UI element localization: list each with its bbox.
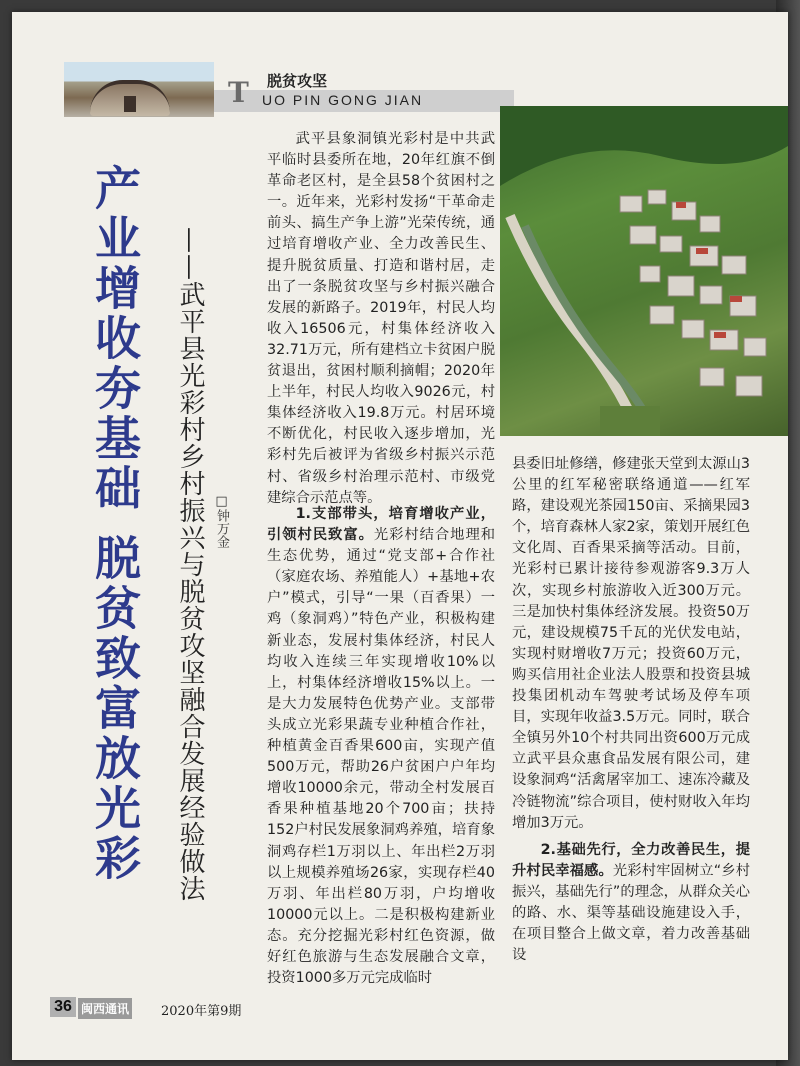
section-pinyin: UO PIN GONG JIAN xyxy=(262,92,424,108)
article-title-line1: 产业增收夯基础 xyxy=(88,164,142,514)
section1-continued: 县委旧址修缮，修建张天堂到太源山3公里的红军秘密联络通道——红军路，建设观光茶园150亩、采摘果园3个，培育森林人家2家，策划开展红色文化周、百香果采摘等活动。目前，光彩村已累计接待参观游客9.3万人次，实现乡村旅游收入近300万元。三是加快村集体经济发展。投资50万元，建设规模75千瓦的光伏发电站，实现村财增收7万元；投资60万元，购买信用社企业法人股票和投资县城投集团机动车驾驶考试场及停车项目，实现年收益3.5万元。同时，联合全镇另外10个村共同出资600万元成立武平县众惠食品发展有限公司，建设象洞鸡“活禽屠宰加工、速冻冷藏及冷链物流”综合项目，使村财收入年均增加3万元。 xyxy=(512,456,750,831)
section-label: 脱贫攻坚 xyxy=(267,72,328,90)
body-column-left-top xyxy=(267,129,495,509)
body-column-left-bottom xyxy=(267,504,495,989)
section2-heading: 2.基础先行，全力改善民生，提升村民幸福感。 xyxy=(512,841,750,879)
section1-text: 光彩村结合地理和生态优势，通过“党支部+合作社（家庭农场、养殖能人）+基地+农户”模式，引导“一果（百香果）一鸡（象洞鸡）”特色产业，积极构建新业态，发展村集体经济，村民人均收入连续三年实现增收10%以上，村集体经济增收15%以上。一是大力发展特色优势产业。支部带头成立光彩果蔬专业种植合作社，种植黄金百香果600亩，实现产值500万元，帮助26户贫困户户年均增收10000余元，带动全村发展百香果种植基地20个700亩；扶持152户村民发展象洞鸡养殖，培育象洞鸡存栏1万羽以上、年出栏2万羽以上规模养殖场26家，实现存栏40万羽、年出栏80万羽，户均增收10000元以上。二是积极构建新业态。充分挖掘光彩村红色资源，做好红色旅游与生态发展融合文章，投资1000多万元完成临时 xyxy=(267,527,496,987)
body-column-right xyxy=(512,454,750,966)
section1-heading: 1.支部带头，培育增收产业，引领村民致富。 xyxy=(267,506,495,544)
issue-label: 2020年第9期 xyxy=(161,1004,242,1019)
magazine-logo: 闽西通讯 xyxy=(78,998,132,1019)
section2-text: 光彩村牢固树立“乡村振兴，基础先行”的理念，从群众关心的路、水、渠等基础设施建设入手，在项目整合上做文章，着力改善基础设 xyxy=(512,862,751,964)
header-initial: T xyxy=(228,76,249,109)
village-aerial-photo xyxy=(500,106,788,436)
article-subtitle: ——武平县光彩村乡村振兴与脱贫攻坚融合发展经验做法 xyxy=(175,227,205,902)
magazine-page xyxy=(12,12,788,1060)
village-illustration xyxy=(500,106,788,436)
tulou-door xyxy=(124,96,136,112)
section1-paragraph xyxy=(267,504,495,989)
header-tulou-image xyxy=(64,62,214,117)
page-number: 36 xyxy=(50,997,76,1017)
article-title-line2: 脱贫致富放光彩 xyxy=(88,534,142,884)
section2-paragraph xyxy=(512,840,750,967)
intro-paragraph: 武平县象洞镇光彩村是中共武平临时县委所在地，20年红旗不倒革命老区村，是全县58个贫困村之一。近年来，光彩村发扬“干革命走前头、搞生产争上游”光荣传统，通过培育增收产业、全力改善民生、提升脱贫质量、打造和谐村居，走出了一条脱贫攻坚与乡村振兴融合发展的新路子。2019年，村民人均收入16506元，村集体经济收入32.71万元，所有建档立卡贫困户脱贫退出，贫困村顺利摘帽；2020年上半年，村民人均收入9026元，村集体经济收入19.8万元。村居环境不断优化，村民收入逐步增加，光彩村先后被评为省级乡村振兴示范村、省级乡村治理示范村、市级党建综合示范点等。 xyxy=(267,131,495,506)
author-byline: □钟万金 xyxy=(214,494,229,548)
